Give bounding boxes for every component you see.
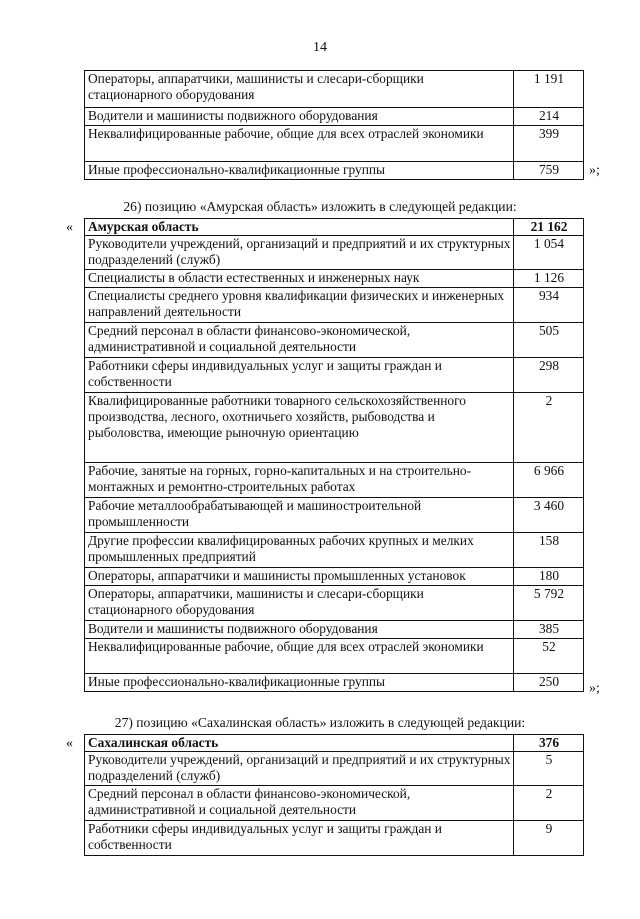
row-value: 1 191 [514, 71, 584, 108]
row-label: Работники сферы индивидуальных услуг и защиты граждан и собственности [85, 358, 514, 393]
row-value: 1 126 [514, 270, 584, 288]
table-row [85, 288, 584, 323]
row-value: 934 [514, 288, 584, 323]
row-value: 759 [514, 162, 584, 180]
row-label: Операторы, аппаратчики и машинисты промышленных установок [85, 568, 514, 586]
row-label: Рабочие металлообрабатывающей и машиностроительной промышленности [85, 498, 514, 533]
table-row [85, 162, 584, 180]
table-row [85, 126, 584, 162]
row-label: Средний персонал в области финансово-экономической, административной и социальной деятельности [85, 786, 514, 821]
row-value: 1 054 [514, 236, 584, 270]
row-label: Специалисты в области естественных и инженерных наук [85, 270, 514, 288]
row-label: Руководители учреждений, организаций и предприятий и их структурных подразделений (служб) [85, 752, 514, 786]
row-value: 250 [514, 674, 584, 692]
table-row [85, 821, 584, 856]
table-row [85, 463, 584, 498]
row-label: Средний персонал в области финансово-экономической, административной и социальной деятельности [85, 323, 514, 358]
table-row [85, 586, 584, 621]
region-total: 21 162 [514, 219, 584, 236]
table-sakhalin [84, 734, 584, 856]
table-header-row [85, 219, 584, 236]
table-row [85, 71, 584, 108]
opening-quote: « [66, 736, 73, 751]
row-value: 399 [514, 126, 584, 162]
table-row [85, 752, 584, 786]
row-label: Руководители учреждений, организаций и предприятий и их структурных подразделений (служб) [85, 236, 514, 270]
row-label: Иные профессионально-квалификационные группы [85, 674, 514, 692]
row-value: 214 [514, 108, 584, 126]
row-label: Водители и машинисты подвижного оборудования [85, 621, 514, 639]
region-name: Амурская область [85, 219, 514, 236]
row-label: Иные профессионально-квалификационные группы [85, 162, 514, 180]
row-value: 5 [514, 752, 584, 786]
instruction-26: 26) позицию «Амурская область» изложить в следующей редакции: [123, 199, 517, 214]
row-value: 2 [514, 786, 584, 821]
row-value: 9 [514, 821, 584, 856]
row-label: Операторы, аппаратчики, машинисты и слесари-сборщики стационарного оборудования [85, 71, 514, 108]
table-row [85, 621, 584, 639]
row-label: Другие профессии квалифицированных рабочих крупных и мелких промышленных предприятий [85, 533, 514, 568]
row-value: 3 460 [514, 498, 584, 533]
region-name: Сахалинская область [85, 735, 514, 752]
table-row [85, 393, 584, 463]
table-header-row [85, 735, 584, 752]
table-row [85, 236, 584, 270]
table-row [85, 108, 584, 126]
table-row [85, 358, 584, 393]
row-value: 385 [514, 621, 584, 639]
row-value: 298 [514, 358, 584, 393]
row-value: 2 [514, 393, 584, 463]
table-row [85, 568, 584, 586]
table-amur [84, 218, 584, 692]
row-label: Водители и машинисты подвижного оборудования [85, 108, 514, 126]
table-row [85, 674, 584, 692]
instruction-27: 27) позицию «Сахалинская область» изложить в следующей редакции: [114, 715, 526, 730]
page-number: 14 [313, 40, 327, 55]
row-label: Специалисты среднего уровня квалификации физических и инженерных направлений деятельности [85, 288, 514, 323]
row-value: 180 [514, 568, 584, 586]
closing-quote: »; [589, 163, 600, 178]
row-label: Операторы, аппаратчики, машинисты и слесари-сборщики стационарного оборудования [85, 586, 514, 621]
row-value: 6 966 [514, 463, 584, 498]
row-label: Неквалифицированные рабочие, общие для всех отраслей экономики [85, 126, 514, 162]
table-row [85, 639, 584, 674]
table-row [85, 786, 584, 821]
row-value: 52 [514, 639, 584, 674]
row-value: 505 [514, 323, 584, 358]
row-label: Рабочие, занятые на горных, горно-капитальных и на строительно-монтажных и ремонтно-строительных работах [85, 463, 514, 498]
closing-quote: »; [589, 681, 600, 696]
table-row [85, 498, 584, 533]
table-row [85, 270, 584, 288]
row-label: Неквалифицированные рабочие, общие для всех отраслей экономики [85, 639, 514, 674]
table-row [85, 533, 584, 568]
table-row [85, 323, 584, 358]
row-label: Работники сферы индивидуальных услуг и защиты граждан и собственности [85, 821, 514, 856]
row-label: Квалифицированные работники товарного сельскохозяйственного производства, лесного, охотничьего хозяйств, рыбоводства и рыболовства, имеющие рыночную ориентацию [85, 393, 514, 463]
row-value: 158 [514, 533, 584, 568]
region-total: 376 [514, 735, 584, 752]
table-continuation [84, 70, 584, 180]
opening-quote: « [66, 220, 73, 235]
row-value: 5 792 [514, 586, 584, 621]
